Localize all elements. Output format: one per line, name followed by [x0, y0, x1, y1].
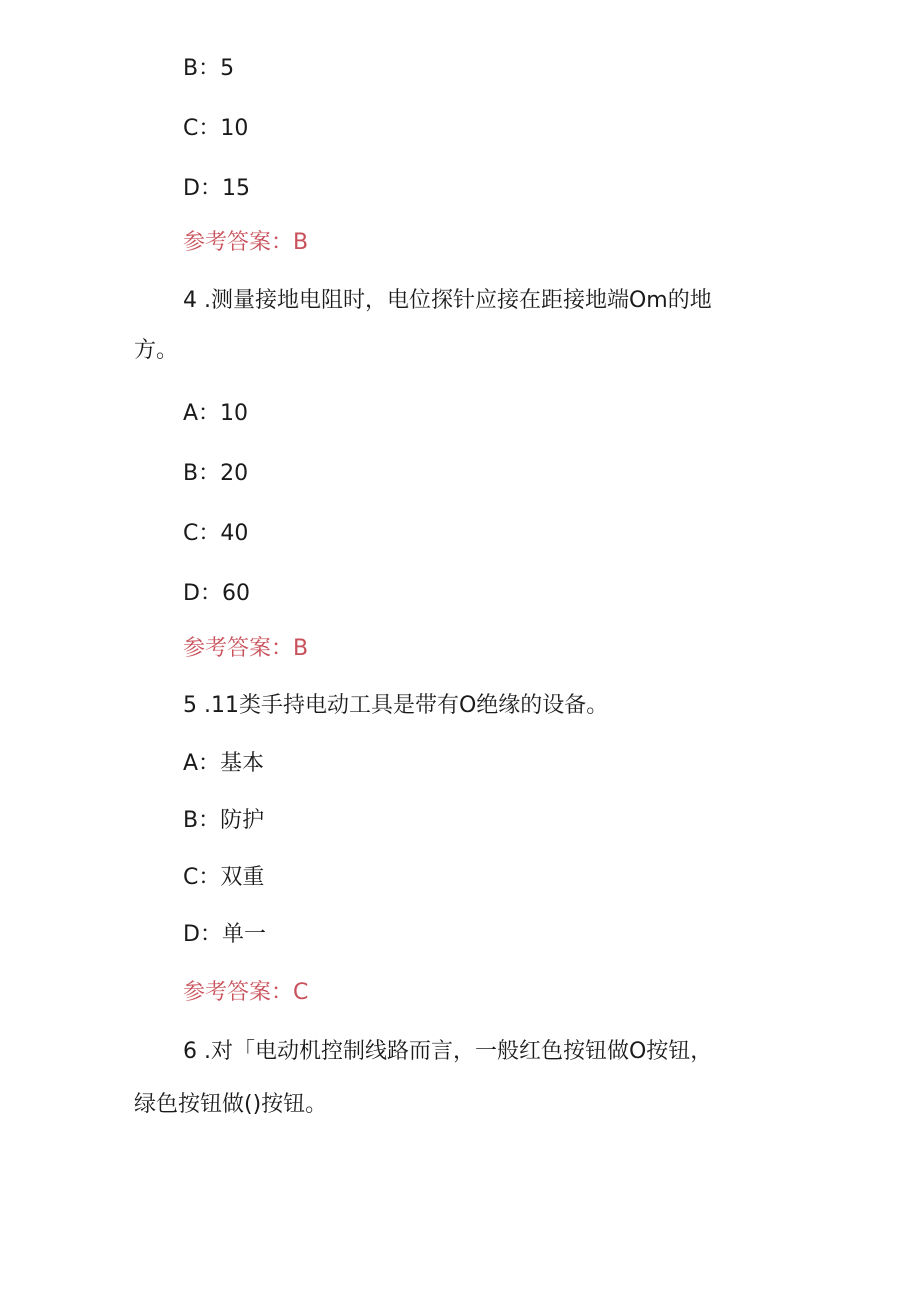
option-c-q5: C：双重 [183, 865, 265, 890]
question-6: 6 .对「电动机控制线路而言，一般红色按钮做O按钮， [183, 1039, 713, 1064]
option-c-q3: C：10 [183, 116, 249, 141]
answer-q5: 参考答案：C [183, 980, 309, 1005]
option-c-q4: C：40 [183, 521, 249, 546]
question-4: 4 .测量接地电阻时，电位探针应接在距接地端Om的地 [183, 288, 712, 313]
question-5: 5 .11类手持电动工具是带有O绝缘的设备。 [183, 693, 609, 718]
option-a-q5: A：基本 [183, 751, 265, 776]
question-4-continued: 方。 [134, 338, 179, 363]
option-d-q5: D：单一 [183, 922, 266, 947]
option-d-q3: D：15 [183, 176, 250, 201]
answer-q4: 参考答案：B [183, 636, 309, 661]
option-a-q4: A：10 [183, 401, 249, 426]
option-b-q3: B：5 [183, 56, 235, 81]
answer-q3: 参考答案：B [183, 230, 309, 255]
option-b-q4: B：20 [183, 461, 249, 486]
option-d-q4: D：60 [183, 581, 250, 606]
option-b-q5: B：防护 [183, 808, 265, 833]
question-6-continued: 绿色按钮做()按钮。 [134, 1092, 328, 1117]
